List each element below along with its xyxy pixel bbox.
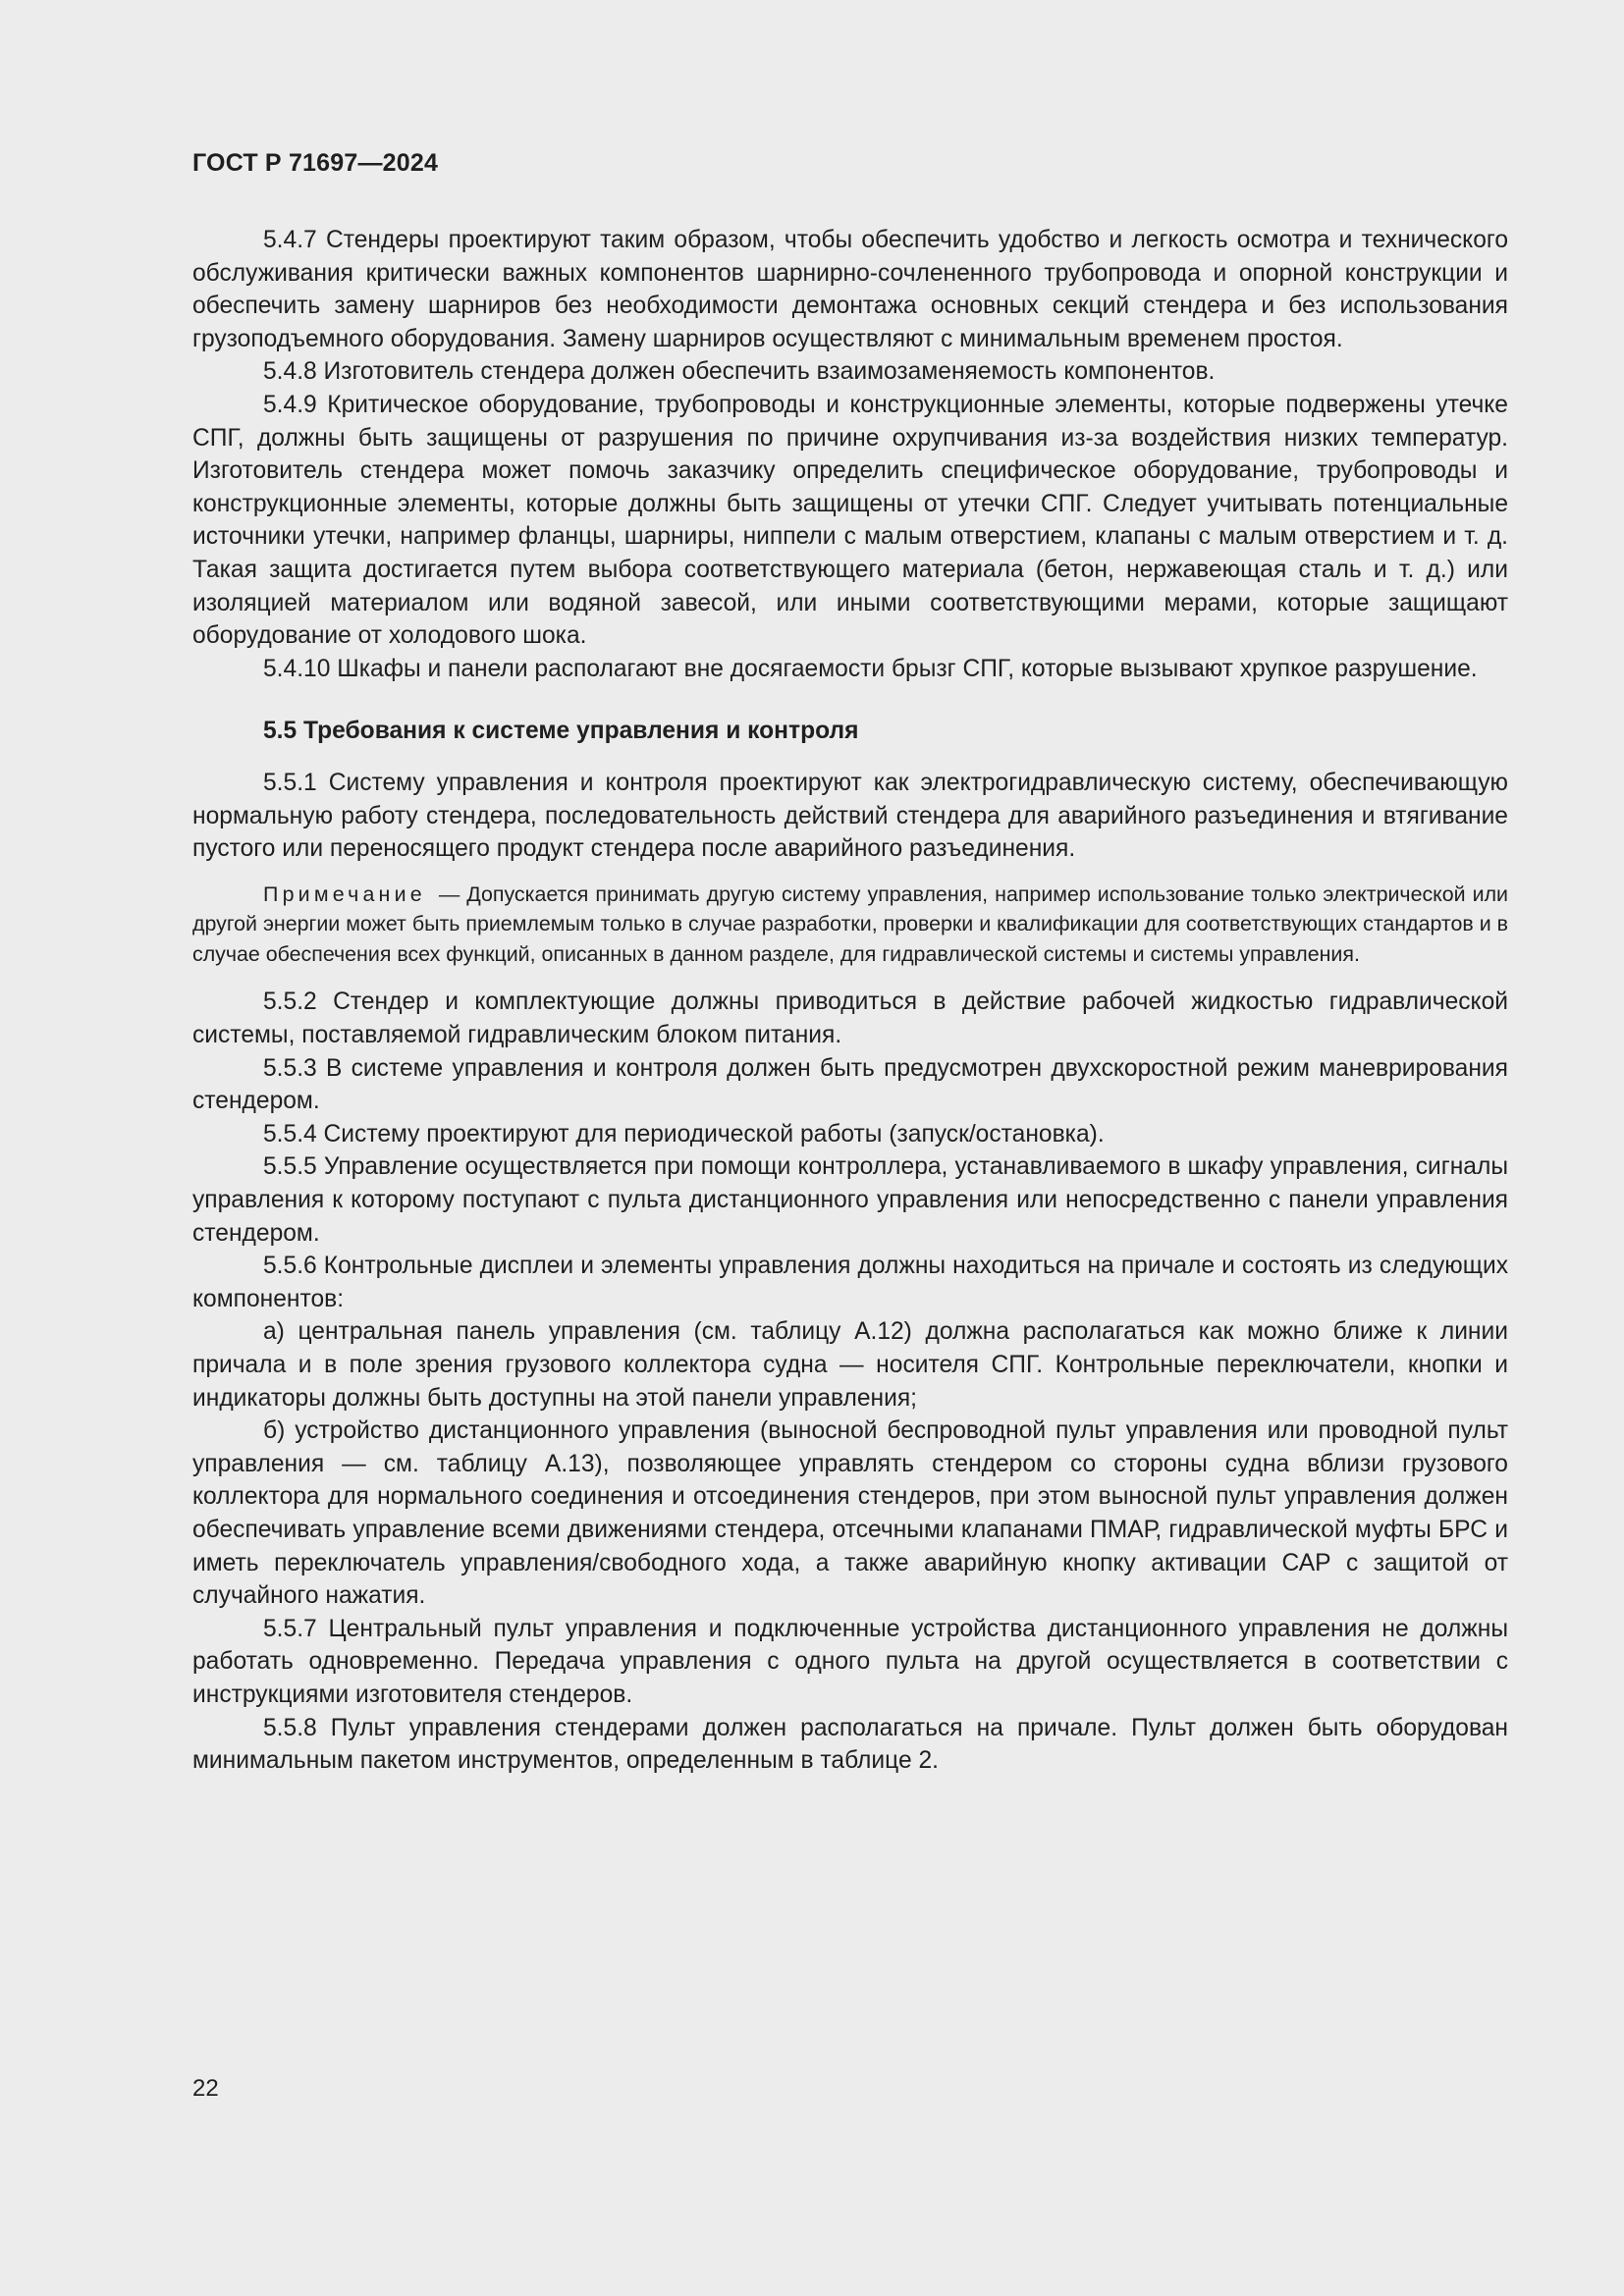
list-item-b: б) устройство дистанционного управления (выносной беспроводной пульт управления или проводной пульт управления — см. таблицу А.13), позволяющее управлять стендером со стороны судна вблизи грузового коллектора для нормального соединения и отсоединения стендеров, при этом выносной пульт управления должен обеспечивать управление всеми движениями стендера, отсечными клапанами ПМАР, гидравлической муфты БРС и иметь переключатель управления/свободного хода, а также аварийную кнопку активации САР с защитой от случайного нажатия.	[192, 1417, 1508, 1610]
paragraph-5-4-8: 5.4.8 Изготовитель стендера должен обеспечить взаимозаменяемость компонентов.	[263, 358, 1216, 386]
document-page	[192, 0, 1508, 2296]
note-label: Примечание	[263, 881, 426, 906]
paragraph-5-4-7: 5.4.7 Стендеры проектируют таким образом, чтобы обеспечить удобство и легкость осмотра и технического обслуживания критически важных компонентов шарнирно-сочлененного трубопровода и опорной конструкции и обеспечить замену шарниров без необходимости демонтажа основных секций стендера и без использования грузоподъемного оборудования. Замену шарниров осуществляют с минимальным временем простоя.	[192, 227, 1508, 352]
document-code: ГОСТ Р 71697—2024	[192, 149, 439, 177]
paragraph-5-5-7: 5.5.7 Центральный пульт управления и подключенные устройства дистанционного управления не должны работать одновременно. Передача управления с одного пульта на другой осуществляется в соответствии с инструкциями изготовителя стендеров.	[192, 1615, 1508, 1708]
document-body	[192, 224, 1508, 1778]
paragraph-5-5-2: 5.5.2 Стендер и комплектующие должны приводиться в действие рабочей жидкостью гидравлической системы, поставляемой гидравлическим блоком питания.	[192, 988, 1508, 1049]
note	[192, 880, 1508, 970]
paragraph-5-5-1: 5.5.1 Систему управления и контроля проектируют как электрогидравлическую систему, обеспечивающую нормальную работу стендера, последовательность действий стендера для аварийного разъединения и втягивание пустого или переносящего продукт стендера после аварийного разъединения.	[192, 769, 1508, 863]
paragraph-5-5-3: 5.5.3 В системе управления и контроля должен быть предусмотрен двухскоростной режим маневрирования стендером.	[192, 1054, 1508, 1115]
paragraph-5-5-6: 5.5.6 Контрольные дисплеи и элементы управления должны находиться на причале и состоять из следующих компонентов:	[192, 1253, 1508, 1312]
page-number: 22	[192, 2075, 219, 2102]
paragraph-5-5-8: 5.5.8 Пульт управления стендерами должен располагаться на причале. Пульт должен быть оборудован минимальным пакетом инструментов, определенным в таблице 2.	[192, 1714, 1508, 1775]
paragraph-5-5-4: 5.5.4 Систему проектируют для периодической работы (запуск/остановка).	[263, 1120, 1105, 1148]
paragraph-5-5-5: 5.5.5 Управление осуществляется при помощи контроллера, устанавливаемого в шкафу управления, сигналы управления к которому поступают с пульта дистанционного управления или непосредственно с панели управления стендером.	[192, 1153, 1508, 1247]
note-text: — Допускается принимать другую систему управления, например использование только электрической или другой энергии может быть приемлемым только в случае разработки, проверки и квалификации для соответствующих стандартов и в случае обеспечения всех функций, описанных в данном разделе, для гидравлической системы и системы управления.	[192, 881, 1508, 966]
section-heading-5-5: 5.5 Требования к системе управления и контроля	[263, 718, 859, 745]
paragraph-5-4-10: 5.4.10 Шкафы и панели располагают вне досягаемости брызг СПГ, которые вызывают хрупкое разрушение.	[263, 655, 1478, 682]
paragraph-5-4-9: 5.4.9 Критическое оборудование, трубопроводы и конструкционные элементы, которые подвержены утечке СПГ, должны быть защищены от разрушения по причине охрупчивания из-за воздействия низких температур. Изготовитель стендера может помочь заказчику определить специфическое оборудование, трубопроводы и конструкционные элементы, которые должны быть защищены от утечки СПГ. Следует учитывать потенциальные источники утечки, например фланцы, шарниры, ниппели с малым отверстием, клапаны с малым отверстием и т. д. Такая защита достигается путем выбора соответствующего материала (бетон, нержавеющая сталь и т. д.) или изоляцией материалом или водяной завесой, или иными соответствующими мерами, которые защищают оборудование от холодового шока.	[192, 391, 1508, 650]
list-item-a: а) центральная панель управления (см. таблицу А.12) должна располагаться как можно ближе к линии причала и в поле зрения грузового коллектора судна — носителя СПГ. Контрольные переключатели, кнопки и индикаторы должны быть доступны на этой панели управления;	[192, 1318, 1508, 1412]
